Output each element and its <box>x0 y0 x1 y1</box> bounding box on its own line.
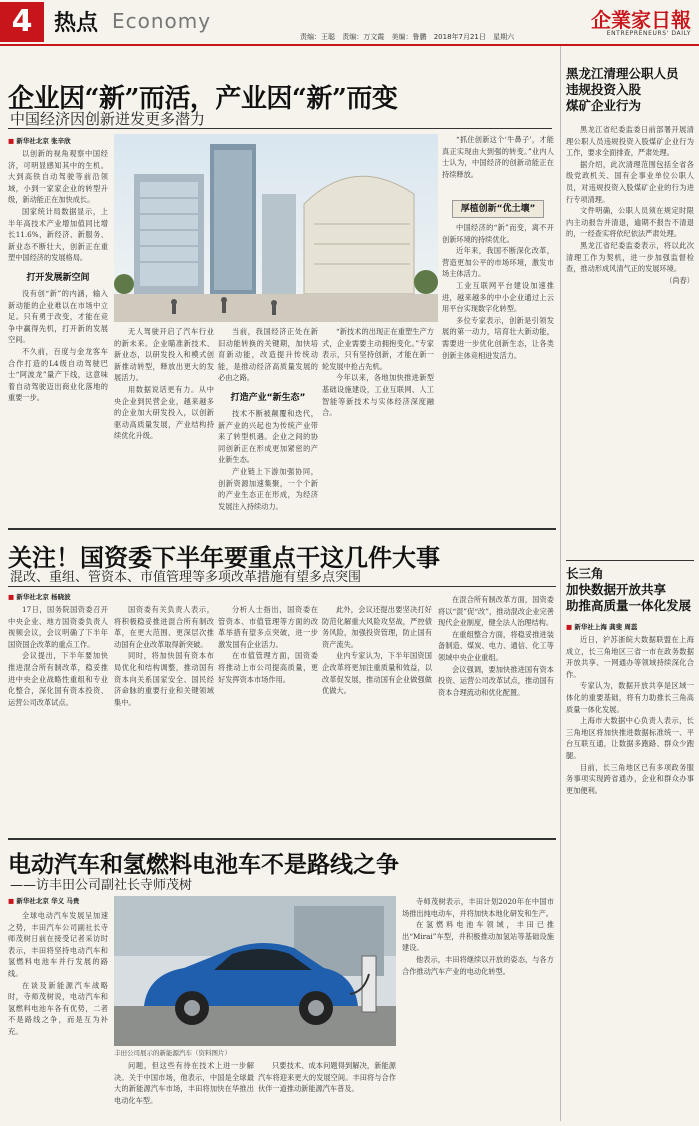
story3-headline[interactable]: 电动汽车和氢燃料电池车不是路线之争 <box>8 851 399 878</box>
story1-column-2: 无人驾驶开启了汽车行业的新未来。企业瞄准新技术、新业态，以研发投入和模式创新推动转型，释放出更大的发展活力。 用数据说话更有力。从中央企业到民营企业，越来越多的企业加大研发投入，以创新驱动高质量发展，产业结构持续优化升级。 <box>114 327 214 441</box>
story1-column-1: 以创新的视角观察中国经济，可明显感知其中的生机。大到高铁自动驾驶等前沿领域，小到一家家企业的转型升级，新动能正在加快成长。 国家统计局数据显示，上半年高技术产业增加值同比增长11.6%，新经济、新服务、新业态不断壮大，创新正在重塑中国经济的发展格局。 打开发展新空间 没有创“新”的内涵，输入新动能的企业难以在市场中立足。只有勇于改变，才能在竞争中赢得先机，打开新的发展空间。 不久前，百度与金龙客车合作打造的L4级自动驾驶巴士“阿波龙”量产下线，这意味着自动驾驶迈出商业化落地的重要一步。 <box>8 149 108 403</box>
story1-column-3: 当前，我国经济正处在新旧动能转换的关键期，加快培育新动能，改造提升传统动能，是推动经济高质量发展的必由之路。 打造产业“新生态” 技术不断被颠覆和迭代，新产业的兴起也为传统产业带来了转型机遇。企业之间的协同创新正在形成更加紧密的产业新生态。 产业链上下游加强协同，创新资源加速集聚，一个个新的产业生态正在形成，为经济发展注入持续动力。 <box>218 327 318 511</box>
story1-column-5: “抓住创新这个‘牛鼻子’，才能真正实现由大到强的转变。”业内人士认为，中国经济的创新动能正在持续释放。 <box>442 135 554 179</box>
sidebar-story2-title[interactable]: 长三角 加快数据开放共享 助推高质量一体化发展 <box>566 566 692 613</box>
paper-logo-en: ENTREPRENEURS' DAILY <box>606 30 691 37</box>
sidebar-story2-body: 近日，沪苏浙皖大数据联盟在上海成立，长三角地区三省一市在政务数据开放共享、一网通办等领域持续深化合作。 专家认为，数据开放共享是区域一体化的重要基础，将有力助推长三角高质量一体化发展。 上海市大数据中心负责人表示，长三角地区将加快推进数据标准统一、平台互联互通，让数据多跑路、群众少跑腿。 目前，长三角地区已有多项政务服务事项实现跨省通办，企业和群众办事更加便利。 <box>566 635 694 795</box>
story3-column-3: 问题，但这些有待在技术上进一步解决。关于中国市场，他表示，中国是全球最大的新能源汽车市场，丰田将加快在华推出电动化车型。 <box>114 1061 254 1105</box>
story3-column-5: 寺师茂树表示，丰田计划2020年在中国市场推出纯电动车，并将加快本地化研发和生产。 在氢燃料电池车领域，丰田已推出“Mirai”车型，并积极推动加氢站等基础设施建设。 他表示，丰田将继续以开放的姿态，与各方合作推动汽车产业的电动化转型。 <box>402 897 554 976</box>
publish-weekday: 星期六 <box>493 33 515 41</box>
skyline-illustration <box>114 134 438 322</box>
credit-copyeditor: 责编：万文霞 <box>342 33 385 41</box>
section-title-en: Economy <box>112 9 212 33</box>
header-rule <box>0 44 699 46</box>
story1-rule <box>8 128 552 129</box>
story3-column-4: 只要技术、成本问题得到解决，新能源汽车将迎来更大的发展空间。丰田将与合作伙伴一道推动新能源汽车普及。 <box>258 1061 396 1094</box>
story1-subtitle: 中国经济因创新迸发更多潜力 <box>10 110 206 128</box>
story3-byline: ■ 新华社北京 华义 马贵 <box>8 896 79 905</box>
story2-headline[interactable]: 关注！国资委下半年要重点干这几件大事 <box>8 543 440 572</box>
section-title: 热点 <box>54 11 99 36</box>
sidebar-story1-author: （尚春） <box>665 275 694 285</box>
story1-subhead-2: 打造产业“新生态” <box>230 392 306 403</box>
story2-top-rule <box>8 528 556 530</box>
story2-column-5: 在混合所有制改革方面，国资委将以“混”促“改”，推动混改企业完善现代企业制度，健全法人治理结构。 在重组整合方面，将稳妥推进装备制造、煤炭、电力、通信、化工等领域中央企业重组。 会议强调，要加快推进国有资本投资、运营公司改革试点，推动国有资本合理流动和优化配置。 <box>438 595 554 697</box>
story1-column-5b: 中国经济的“新”而变，离不开创新环境的持续优化。 近年来，我国不断深化改革，营造更加公平的市场环境，激发市场主体活力。 工业互联网平台建设加速推进，越来越多的中小企业通过上云用平台实现数字化转型。 多位专家表示，创新是引领发展的第一动力，培育壮大新动能，需要进一步优化创新生态，让各类创新主体竞相迸发活力。 <box>442 223 554 360</box>
electric-car-illustration <box>114 896 396 1046</box>
story2-column-1: 17日，国务院国资委召开中央企业、地方国资委负责人视频会议，会议明确了下半年国资国企改革的重点工作。 会议提出，下半年要加快推进混合所有制改革，稳妥推进中央企业战略性重组和专业化整合，深化国有资本投资、运营公司改革试点。 <box>8 605 108 707</box>
story3-subtitle: ——访丰田公司副社长寺师茂树 <box>10 878 193 893</box>
electric-car-photo <box>114 896 396 1046</box>
page-number: 4 <box>0 2 44 42</box>
story1-subhead-1: 打开发展新空间 <box>26 272 90 283</box>
story3-column-1: 全球电动汽车发展呈加速之势，丰田汽车公司副社长寺师茂树日前在接受记者采访时表示，丰田将坚持电动汽车和氢燃料电池车并行发展的路线。 在谈及新能源汽车战略时，寺师茂树说，电动汽车和氢燃料电池车各有优势，二者不是路线之争，而是互为补充。 <box>8 911 108 1036</box>
masthead <box>0 0 699 46</box>
story1-box-heading: 厚植创新“优土壤” <box>452 200 544 218</box>
story1-byline: ■ 新华社北京 张辛欣 <box>8 136 71 145</box>
paper-logo: 企業家日報 <box>591 8 691 32</box>
credit-editor: 责编：王聪 <box>300 33 335 41</box>
credits-line <box>300 32 519 42</box>
skyline-photo <box>114 134 438 322</box>
sidebar-rule <box>566 560 694 561</box>
sidebar-story1-title[interactable]: 黑龙江清理公职人员 违规投资入股 煤矿企业行为 <box>566 66 679 113</box>
story3-top-rule <box>8 838 556 840</box>
sidebar-story1-body: 黑龙江省纪委监委日前部署开展清理公职人员违规投资入股煤矿企业行为工作，要求全面排查，严肃处理。 据介绍，此次清理范围包括全省各级党政机关、国有企事业单位公职人员，对违规投资入股煤矿企业的行为进行专项清理。 文件明确，公职人员须在规定时限内主动报告并清退，逾期不报告不清退的，一经查实将依纪依法严肃处理。 黑龙江省纪委监委表示，将以此次清理工作为契机，进一步加强监督检查，推动形成风清气正的发展环境。 （尚春） <box>566 125 694 285</box>
sidebar-divider <box>560 46 561 1121</box>
story2-rule <box>8 586 556 587</box>
sidebar-story2-byline: ■ 新华社上海 龚斐 周蕊 <box>566 622 637 631</box>
story1-headline[interactable]: 企业因“新”而活，产业因“新”而变 <box>8 84 398 114</box>
story2-byline: ■ 新华社北京 杨晓波 <box>8 592 71 601</box>
story2-column-4: 此外，会议还提出要坚决打好防范化解重大风险攻坚战，严控债务风险，加强投资管理，防止国有资产流失。 业内专家认为，下半年国资国企改革将更加注重质量和效益，以改革促发展，推动国有企业做强做优做大。 <box>322 605 432 696</box>
story2-column-3: 分析人士指出，国资委在管资本、市值管理等方面的改革举措有望多点突破，进一步激发国有企业活力。 在市值管理方面，国资委将推动上市公司提高质量，更好发挥资本市场作用。 <box>218 605 318 684</box>
story2-subtitle: 混改、重组、管资本、市值管理等多项改革措施有望多点突围 <box>10 570 362 585</box>
story2-column-2: 国资委有关负责人表示，将积极稳妥推进混合所有制改革，在更大范围、更深层次推动国有企业改革取得新突破。 同时，将加快国有资本布局优化和结构调整，推动国有资本向关系国家安全、国民经济命脉的重要行业和关键领域集中。 <box>114 605 214 707</box>
credit-designer: 美编：鲁鹏 <box>391 33 427 41</box>
car-photo-caption: 丰田公司展示的新能源汽车（资料图片） <box>114 1049 231 1057</box>
story1-column-4: “新技术的出现正在重塑生产方式，企业需要主动拥抱变化。”专家表示，只有坚持创新，才能在新一轮发展中抢占先机。 今年以来，各地加快推进新型基础设施建设，工业互联网、人工智能等新技术与实体经济深度融合。 <box>322 327 434 418</box>
publish-date: 2018年7月21日 <box>433 33 486 41</box>
